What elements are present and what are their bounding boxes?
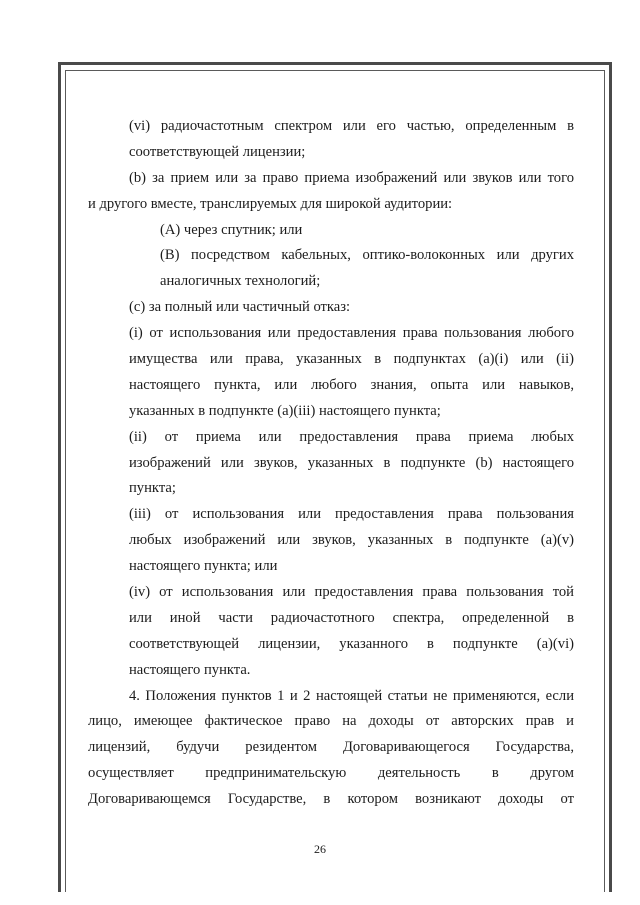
text-line: лицо, имеющее фактическое право на доходы от авторских прав и <box>88 713 574 730</box>
text-line: (B) посредством кабельных, оптико-волоконных или других <box>160 247 574 264</box>
text-line: (iv) от использования или предоставления права пользования той <box>129 584 574 601</box>
text-line: (с) за полный или частичный отказ: <box>129 299 351 316</box>
text-line: имущества или права, указанных в подпунктах (a)(i) или (ii) <box>129 351 574 368</box>
page-number: 26 <box>314 842 326 856</box>
text-line: и другого вместе, транслируемых для широкой аудитории: <box>88 195 453 212</box>
text-line: настоящего пункта, или любого знания, опыта или навыков, <box>129 376 574 393</box>
text-line: соответствующей лицензии, указанного в подпункте (a)(vi) <box>129 635 574 652</box>
text-line: соответствующей лицензии; <box>129 143 306 160</box>
text-line: любых изображений или звуков, указанных в подпункте (a)(v) <box>129 532 574 549</box>
text-line: (iii) от использования или предоставления права пользования <box>129 506 574 523</box>
document-body <box>88 114 574 813</box>
text-line: лицензий, будучи резидентом Договаривающегося Государства, <box>88 739 574 756</box>
text-line: осуществляет предпринимательскую деятельность в другом <box>88 765 574 782</box>
text-line: пункта; <box>129 480 176 497</box>
text-line: указанных в подпункте (a)(iii) настоящего пункта; <box>129 402 441 419</box>
text-line: настоящего пункта; или <box>129 558 278 575</box>
text-line: Договаривающемся Государстве, в котором возникают доходы от <box>88 791 574 808</box>
text-line: (A) через спутник; или <box>160 221 303 238</box>
text-line: аналогичных технологий; <box>160 273 321 290</box>
text-line: или иной части радиочастотного спектра, определенной в <box>129 609 574 626</box>
text-line: (b) за прием или за право приема изображений или звуков или того <box>129 169 574 186</box>
text-line: (ii) от приема или предоставления права приема любых <box>129 428 574 445</box>
text-line: (i) от использования или предоставления права пользования любого <box>129 325 574 342</box>
text-line: изображений или звуков, указанных в подпункте (b) настоящего <box>129 454 574 471</box>
text-line: 4. Положения пунктов 1 и 2 настоящей статьи не применяются, если <box>129 687 574 704</box>
text-line: настоящего пункта. <box>129 661 251 678</box>
text-line: (vi) радиочастотным спектром или его частью, определенным в <box>129 118 574 134</box>
